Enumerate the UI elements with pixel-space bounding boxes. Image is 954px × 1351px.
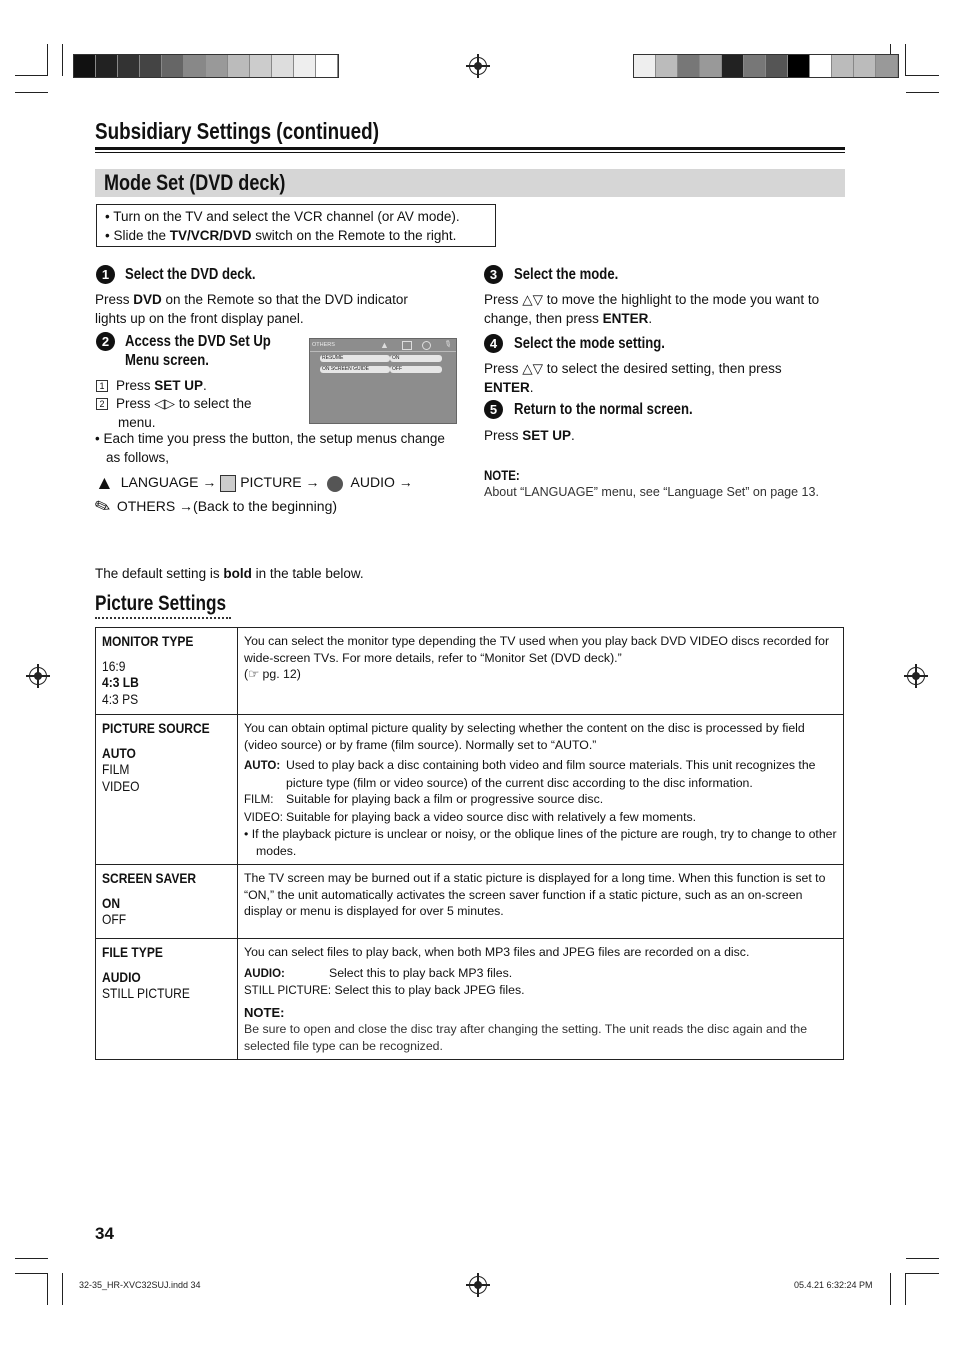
- color-swatch: [854, 55, 876, 77]
- menu-title: OTHERS: [312, 342, 335, 348]
- setting-desc-cell: The TV screen may be burned out if a static picture is displayed for a long time. When this function is set to “ON,” the unit automatically activates the screen saver function if a static picture, such as an on-screen display or menu is displayed for over 5 minutes.: [238, 865, 844, 939]
- color-swatch: [294, 55, 316, 77]
- step-2-heading-line1: Access the DVD Set Up: [125, 333, 271, 350]
- step-3-text: Press △▽ to move the highlight to the mode you want to change, then press ENTER.: [484, 292, 820, 326]
- registration-mark-icon: [469, 1276, 487, 1294]
- registration-mark-icon: [469, 57, 487, 75]
- color-swatch: [206, 55, 228, 77]
- step-1-text: Press DVD on the Remote so that the DVD indicator lights up on the front display panel.: [95, 292, 408, 326]
- color-swatch: [722, 55, 744, 77]
- instruction-line-1: • Turn on the TV and select the VCR channel (or AV mode).: [105, 209, 460, 224]
- color-swatch: [250, 55, 272, 77]
- step-number-5: 5: [484, 400, 503, 419]
- step-1-heading: Select the DVD deck.: [125, 266, 256, 283]
- color-swatch: [118, 55, 140, 77]
- color-swatch: [634, 55, 656, 77]
- others-icon: ✎: [91, 494, 115, 521]
- note-text: About “LANGUAGE” menu, see “Language Set” on page 13.: [484, 485, 819, 499]
- step-5-text: Press SET UP.: [484, 428, 575, 443]
- step-4-heading: Select the mode setting.: [514, 335, 665, 352]
- crop-mark: [47, 1273, 48, 1305]
- menu-row-guide-label: ON SCREEN GUIDE: [320, 366, 390, 373]
- step-number-1: 1: [96, 265, 115, 284]
- table-row: [96, 628, 844, 715]
- step-number-3: 3: [484, 265, 503, 284]
- color-calibration-bar-right: [633, 54, 899, 78]
- color-swatch: [810, 55, 832, 77]
- audio-icon: [327, 476, 343, 492]
- color-swatch: [162, 55, 184, 77]
- menu-row-resume-label: RESUME: [320, 355, 390, 362]
- note-heading: NOTE:: [484, 467, 520, 483]
- step-4-text: Press △▽ to select the desired setting, then press ENTER.: [484, 361, 782, 395]
- setup-menu-screenshot: [309, 338, 457, 424]
- color-swatch: [700, 55, 722, 77]
- crop-mark: [47, 44, 48, 76]
- language-icon: ▲: [95, 473, 114, 494]
- step-number-2: 2: [96, 332, 115, 351]
- menu-divider: [310, 351, 456, 352]
- title-dotted-underline: [95, 617, 231, 619]
- table-row: [96, 865, 844, 939]
- registration-mark-icon: [29, 667, 47, 685]
- menu-flow-line-2: ✎ OTHERS →(Back to the beginning): [91, 494, 338, 521]
- color-calibration-bar-left: [73, 54, 339, 78]
- picture-settings-title: Picture Settings: [95, 592, 227, 615]
- title-rule: [95, 147, 845, 150]
- setting-name-cell: PICTURE SOURCE AUTO FILM VIDEO: [96, 715, 238, 865]
- color-swatch: [316, 55, 338, 77]
- color-swatch: [96, 55, 118, 77]
- setting-name-cell: FILE TYPE AUDIO STILL PICTURE: [96, 939, 238, 1060]
- step-2-sub-2: 2 Press ◁▷ to select the menu.: [96, 394, 306, 432]
- picture-icon: [220, 475, 236, 492]
- crop-mark: [62, 44, 63, 76]
- color-swatch: [832, 55, 854, 77]
- crop-mark: [62, 1273, 63, 1305]
- instruction-box: [96, 204, 496, 247]
- step-3-heading: Select the mode.: [514, 266, 619, 283]
- color-swatch: [678, 55, 700, 77]
- crop-mark: [906, 75, 939, 76]
- section-header: [95, 169, 845, 197]
- footer-timestamp: 05.4.21 6:32:24 PM: [794, 1280, 873, 1290]
- footer-file-name: 32-35_HR-XVC32SUJ.indd 34: [79, 1280, 201, 1290]
- color-swatch: [184, 55, 206, 77]
- menu-picture-icon: [402, 341, 412, 350]
- step-2-bullet: • Each time you press the button, the setup menus change as follows,: [95, 431, 445, 465]
- crop-mark: [15, 92, 48, 93]
- page-number: 34: [95, 1224, 114, 1243]
- menu-row-guide-value: OFF: [390, 366, 442, 373]
- menu-others-icon: ✎: [442, 337, 454, 351]
- title-rule-thin: [95, 152, 845, 153]
- setting-name-cell: MONITOR TYPE 16:9 4:3 LB 4:3 PS: [96, 628, 238, 715]
- color-swatch: [272, 55, 294, 77]
- menu-audio-icon: [422, 341, 431, 350]
- step-2-heading-line2: Menu screen.: [125, 352, 209, 369]
- picture-settings-table: [95, 627, 844, 1060]
- step-number-4: 4: [484, 334, 503, 353]
- crop-mark: [906, 1273, 939, 1274]
- color-swatch: [228, 55, 250, 77]
- registration-mark-icon: [907, 667, 925, 685]
- menu-flow-line-1: ▲ LANGUAGE → PICTURE → AUDIO →: [95, 473, 413, 494]
- color-swatch: [74, 55, 96, 77]
- crop-mark: [905, 1273, 906, 1305]
- setting-desc-cell: You can obtain optimal picture quality by selecting whether the content on the disc is processed by field (video source) or by frame (film source). Normally set to “AUTO.” AUTO: Used to play back a disc containing both video and film source materials. This unit recognizes the picture type (film or video source) of the current disc according to the disc information. FILM: Suitable for playing back a film or progressive source disc. VIDEO: Suitable for playing back a video source disc with relatively a few moments. • If the playback picture is unclear or noisy, or the oblique lines of the picture are rough, try to change to other modes.: [238, 715, 844, 865]
- crop-mark: [890, 1273, 891, 1305]
- color-swatch: [656, 55, 678, 77]
- color-swatch: [876, 55, 898, 77]
- default-setting-note: The default setting is bold in the table below.: [95, 566, 364, 581]
- section-title: Mode Set (DVD deck): [104, 170, 286, 195]
- menu-row-resume-value: ON: [390, 355, 442, 362]
- color-swatch: [766, 55, 788, 77]
- crop-mark: [15, 1258, 48, 1259]
- crop-mark: [906, 1258, 939, 1259]
- menu-language-icon: ▲: [380, 340, 389, 350]
- color-swatch: [744, 55, 766, 77]
- step-5-heading: Return to the normal screen.: [514, 401, 693, 418]
- step-2-sub-1: 1 Press SET UP.: [96, 376, 306, 395]
- color-swatch: [140, 55, 162, 77]
- instruction-line-2: • Slide the TV/VCR/DVD switch on the Remote to the right.: [105, 228, 457, 243]
- setting-desc-cell: You can select the monitor type depending the TV used when you play back DVD VIDEO discs recorded for wide-screen TVs. For more details, refer to “Monitor Set (DVD deck).” (☞ pg. 12): [238, 628, 844, 715]
- crop-mark: [15, 75, 48, 76]
- table-row: [96, 939, 844, 1060]
- color-swatch: [788, 55, 810, 77]
- crop-mark: [15, 1273, 48, 1274]
- crop-mark: [906, 92, 939, 93]
- page-title: Subsidiary Settings (continued): [95, 118, 379, 144]
- setting-desc-cell: You can select files to play back, when both MP3 files and JPEG files are recorded on a disc. AUDIO: Select this to play back MP3 files. STILL PICTURE: Select this to play back JPEG files. NOTE: Be sure to open and close the disc tray after changing the setting. The unit reads the disc again and the selected file type can be recognized.: [238, 939, 844, 1060]
- setting-name-cell: SCREEN SAVER ON OFF: [96, 865, 238, 939]
- crop-mark: [905, 44, 906, 76]
- table-row: [96, 715, 844, 865]
